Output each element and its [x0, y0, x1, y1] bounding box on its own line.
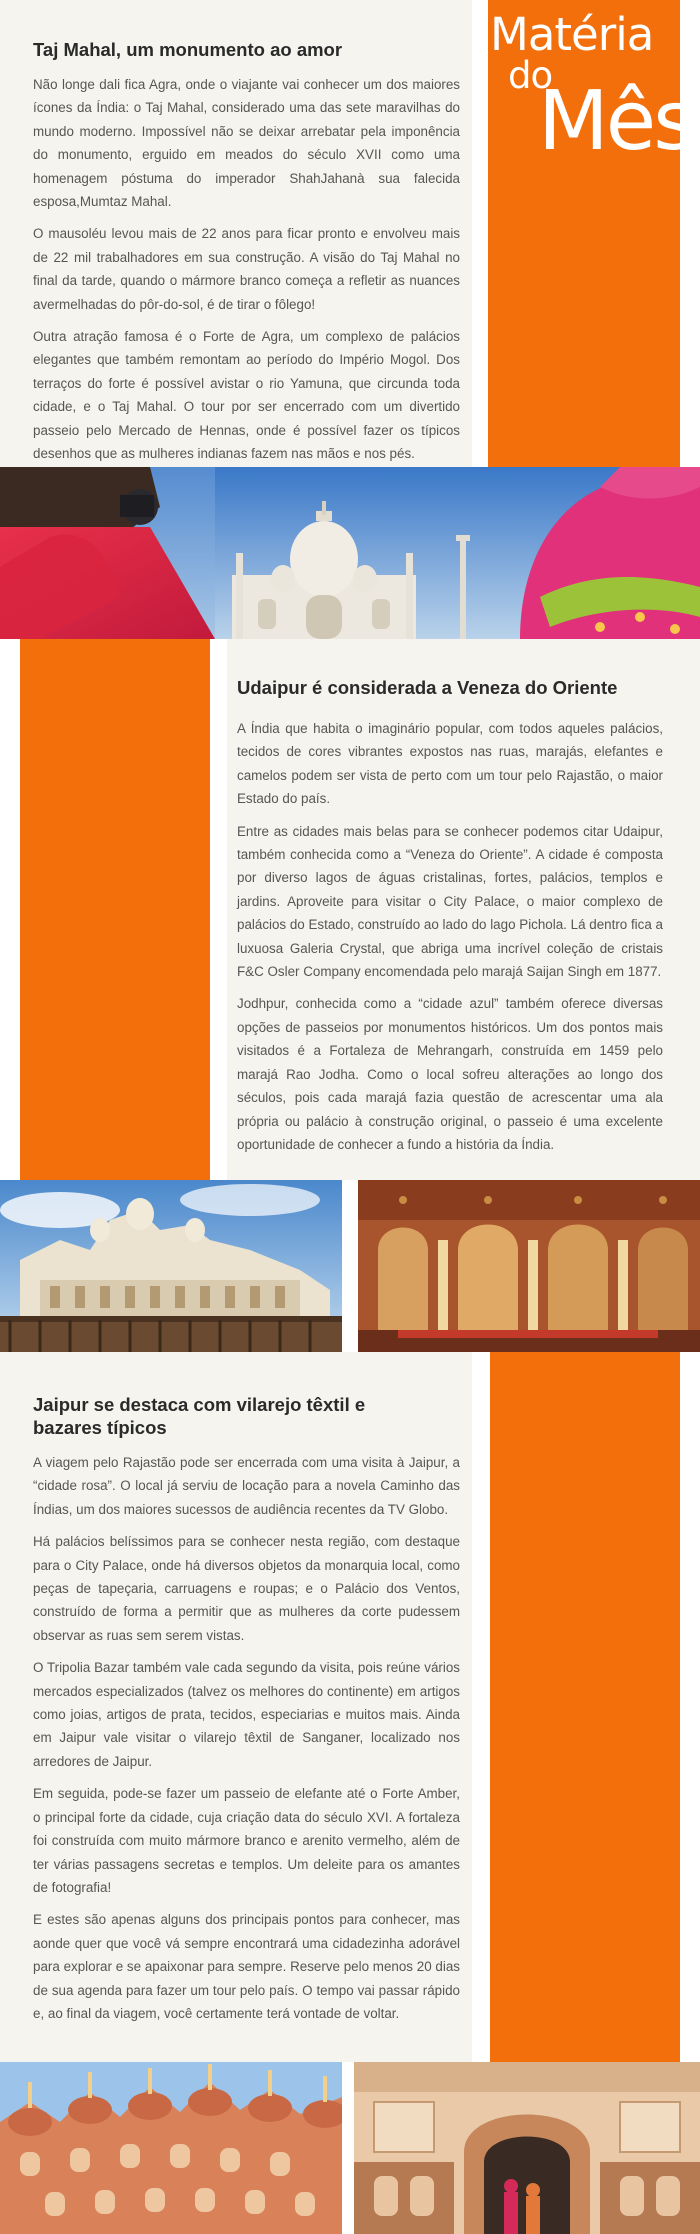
section3: [33, 1393, 460, 2034]
section3-paragraph: A viagem pelo Rajastão pode ser encerrada com uma visita à Jaipur, a “cidade rosa”. O local já serviu de locação para a novela Caminho das Índias, um dos maiores sucessos de audiência recentes da TV Globo.: [33, 1455, 460, 1517]
section2-paragraph: A Índia que habita o imaginário popular, com todos aqueles palácios, tecidos de cores vibrantes expostos nas ruas, marajás, elefantes e camelos podem ser vista de perto com um tour pelo Rajastão, o maior Estado do país.: [237, 721, 663, 807]
section3-accent-bar: [490, 1352, 680, 2062]
section1-paragraph: O mausoléu levou mais de 22 anos para ficar pronto e envolveu mais de 22 mil trabalhadores em sua construção. A visão do Taj Mahal no final da tarde, quando o mármore branco começa a refletir as nuances avermelhadas do pôr-do-sol, é de tirar o fôlego!: [33, 226, 460, 312]
masthead: [488, 0, 700, 180]
section1: [33, 38, 460, 475]
section2-title: Udaipur é considerada a Veneza do Oriente: [237, 677, 618, 698]
amber-fort-gate-image: [354, 2062, 700, 2234]
section3-paragraph: Há palácios belíssimos para se conhecer nesta região, com destaque para o City Palace, onde há diversos objetos da monarquia local, como peças de tapeçaria, carruagens e roupas; e o Palácio dos Ventos, construído de forma a permitir que as mulheres da corte pudessem observar as ruas sem serem vistas.: [33, 1534, 460, 1643]
section3-paragraph: Em seguida, pode-se fazer um passeio de elefante até o Forte Amber, o principal forte da cidade, cuja criação data do século XVI. A fortaleza foi construída com muito mármore branco e arenito vermelho, além de ter várias passagens secretas e templos. Um deleite para os amantes de fotografia!: [33, 1786, 460, 1895]
section2-accent-bar: [20, 639, 210, 1180]
masthead-line3: Mês: [538, 74, 693, 169]
section1-paragraph: Não longe dali fica Agra, onde o viajante vai conhecer um dos maiores ícones da Índia: o Taj Mahal, considerado uma das sete maravilhas do mundo moderno. Impossível não se deixar arrebatar pela imponência do monumento, erguido em meados do século XVII como uma homenagem póstuma do imperador ShahJahanà sua falecida esposa,Mumtaz Mahal.: [33, 77, 460, 210]
section2-paragraph: Entre as cidades mais belas para se conhecer podemos citar Udaipur, também conhecida como a “Veneza do Oriente”. A cidade é composta por diverso lagos de águas cristalinas, fortes, palácios, templos e jardins. Aproveite para visitar o City Palace, o maior complexo de palácios do Estado, construído ao lado do lago Pichola. Lá dentro fica a luxuosa Galeria Crystal, que abriga uma incrível coleção de cristais F&C Osler Company encomendada pelo marajá Saijan Singh em 1877.: [237, 823, 663, 980]
section1-title: Taj Mahal, um monumento ao amor: [33, 39, 343, 60]
masthead-line2: do: [508, 54, 553, 97]
section3-paragraph: E estes são apenas alguns dos principais pontos para conhecer, mas aonde quer que você vá sempre encontrará uma cidadezinha adorável para explorar e se apaixonar para sempre. Reserve pelo menos 20 dias de sua agenda para fazer um tour pelo país. O tempo vai passar rápido e, ao final da viagem, você certamente terá vontade de voltar.: [33, 1912, 460, 2021]
section2: [237, 676, 663, 1165]
masthead-line1: Matéria: [490, 8, 654, 61]
section3-title-line1: Jaipur se destaca com vilarejo têxtil e: [33, 1394, 366, 1415]
white-palace-image: [0, 1180, 342, 1352]
palace-interior-image: [358, 1180, 700, 1352]
section2-paragraph: Jodhpur, conhecida como a “cidade azul” também oferece diversas opções de passeios por monumentos históricos. Um dos pontos mais visitados é a Fortaleza de Mehrangarh, construída em 1459 pelo marajá Rao Jodha. Como o local sofreu alterações ao longo dos séculos, pois cada marajá fazia questão de acrescentar uma ala própria ou palácio à construção original, o passeio é uma excelente oportunidade de conhecer a fundo a história da Índia.: [237, 996, 663, 1152]
section3-title: [33, 1393, 460, 1439]
taj-mahal-banner-image: [0, 467, 700, 639]
section3-title-line2: bazares típicos: [33, 1417, 167, 1438]
section3-paragraph: O Tripolia Bazar também vale cada segundo da visita, pois reúne vários mercados especializados (talvez os melhores do continente) em artigos como joias, artigos de prata, tecidos, especiarias e muitos mais. Ainda em Jaipur vale visitar o vilarejo têxtil de Sanganer, localizado nos arredores de Jaipur.: [33, 1660, 460, 1769]
section1-paragraph: Outra atração famosa é o Forte de Agra, um complexo de palácios elegantes que também remontam ao período do Império Mogol. Dos terraços do forte é possível avistar o rio Yamuna, que circunda toda cidade, e o Taj Mahal. O tour por ser encerrado com um divertido passeio pelo Mercado de Hennas, onde é possível fazer os típicos desenhos que as mulheres indianas fazem nas mãos e nos pés.: [33, 329, 460, 462]
hawa-mahal-image: [0, 2062, 342, 2234]
